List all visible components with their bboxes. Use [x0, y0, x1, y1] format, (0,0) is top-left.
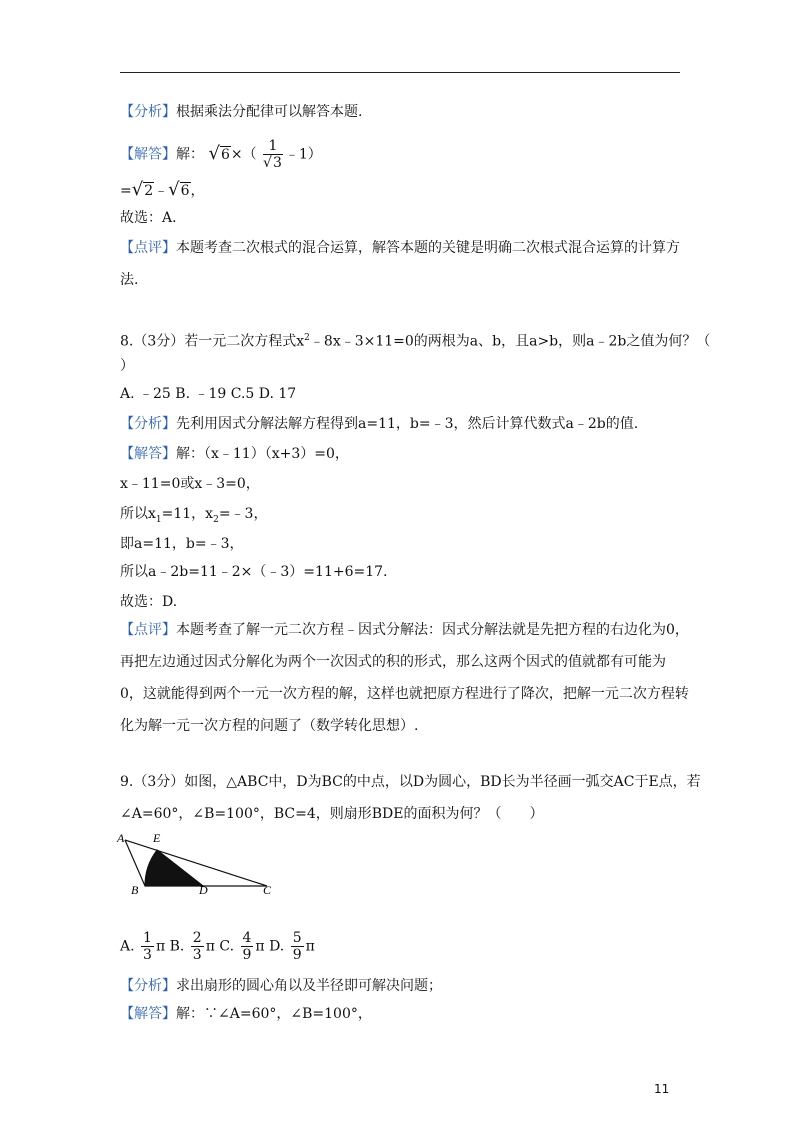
option-c-fraction: $\frac{4}{9}$ [242, 930, 252, 963]
q9-options: A. $\frac{1}{3}$ π B. $\frac{2}{3}$ π C. $\frac{4}{9}$ π D. $\frac{5}{9}$ π [120, 930, 315, 963]
q8-solution: 【解答】解：（x﹣11）（x+3）=0， [120, 446, 349, 462]
q7-choose: 故选：A. [120, 210, 177, 226]
q9-analysis: 【分析】求出扇形的圆心角以及半径即可解决问题； [120, 978, 442, 994]
option-b-fraction: $\frac{2}{3}$ [192, 930, 202, 963]
q8-stem: 8.（3分）若一元二次方程式$x^2﹣8x﹣3\times 11=0$的两根为a、b，且a>b，则a﹣2b之值为何？（ [120, 333, 711, 350]
label-d: D [199, 883, 208, 896]
q7-solution-line2: =√2﹣√6， [120, 179, 205, 200]
analysis-text: 根据乘法分配律可以解答本题. [176, 104, 363, 120]
page-number: 11 [654, 1082, 670, 1096]
q7-review: 【点评】本题考查二次根式的混合运算，解答本题的关键是明确二次根式混合运算的计算方 [120, 240, 680, 256]
q7-solution: 【解答】解： √6×（ $\frac{1}{√3}$ ﹣1） [120, 138, 322, 171]
label-b: B [131, 883, 139, 896]
q8-options: A. ﹣25 B. ﹣19 C.5 D. 17 [120, 386, 297, 402]
q8-review-line2: 再把左边通过因式分解化为两个一次因式的积的形式，那么这两个因式的值就都有可能为 [120, 654, 666, 670]
q9-solution: 【解答】解：∵∠A=60°，∠B=100°， [120, 1006, 372, 1022]
side-ab [125, 840, 145, 886]
option-a-fraction: $\frac{1}{3}$ [143, 930, 152, 963]
label-c: C [263, 883, 272, 896]
q8-solution-line4: 即a=11，b=﹣3， [120, 536, 244, 552]
header-rule [120, 72, 680, 73]
triangle-figure [115, 830, 295, 896]
label-a: A [117, 831, 125, 845]
q9-stem: 9.（3分）如图，△ABC中，D为BC的中点，以D为圆心，BD长为半径画一弧交AC于E点，若 [120, 774, 701, 790]
sqrt-expression: √6 [208, 142, 230, 164]
q8-solution-line2: x﹣11=0或x﹣3=0， [120, 476, 260, 492]
q7-analysis [120, 102, 362, 122]
q8-analysis: 【分析】先利用因式分解法解方程得到a=11，b=﹣3，然后计算代数式a﹣2b的值. [120, 416, 639, 432]
analysis-tag: 【分析】 [120, 104, 176, 120]
solution-tag: 【解答】 [120, 146, 176, 163]
q8-solution-line3: 所以$x_1=11$，$x_2=﹣3$， [120, 506, 268, 525]
q8-solution-line5: 所以a﹣2b=11﹣2×（﹣3）=11+6=17. [120, 564, 388, 580]
review-tag: 【点评】 [120, 240, 176, 256]
q7-review-line2: 法. [120, 272, 139, 288]
q8-choose: 故选：D. [120, 594, 178, 610]
q8-review-line4: 化为解一元一次方程的问题了（数学转化思想）. [120, 718, 419, 734]
q9-stem-line2: ∠A=60°，∠B=100°，BC=4，则扇形BDE的面积为何？（ ） [120, 806, 544, 822]
option-d-fraction: $\frac{5}{9}$ [292, 930, 302, 963]
q8-review-line3: 0，这就能得到两个一元一次方程的解，这样也就把原方程进行了降次，把解一元二次方程转 [120, 686, 689, 702]
q8-stem-line2: ） [120, 358, 134, 374]
label-e: E [153, 831, 161, 845]
q8-review: 【点评】本题考查了解一元二次方程﹣因式分解法：因式分解法就是先把方程的右边化为0， [120, 622, 689, 638]
fraction: $\frac{1}{√3}$ [263, 138, 282, 171]
